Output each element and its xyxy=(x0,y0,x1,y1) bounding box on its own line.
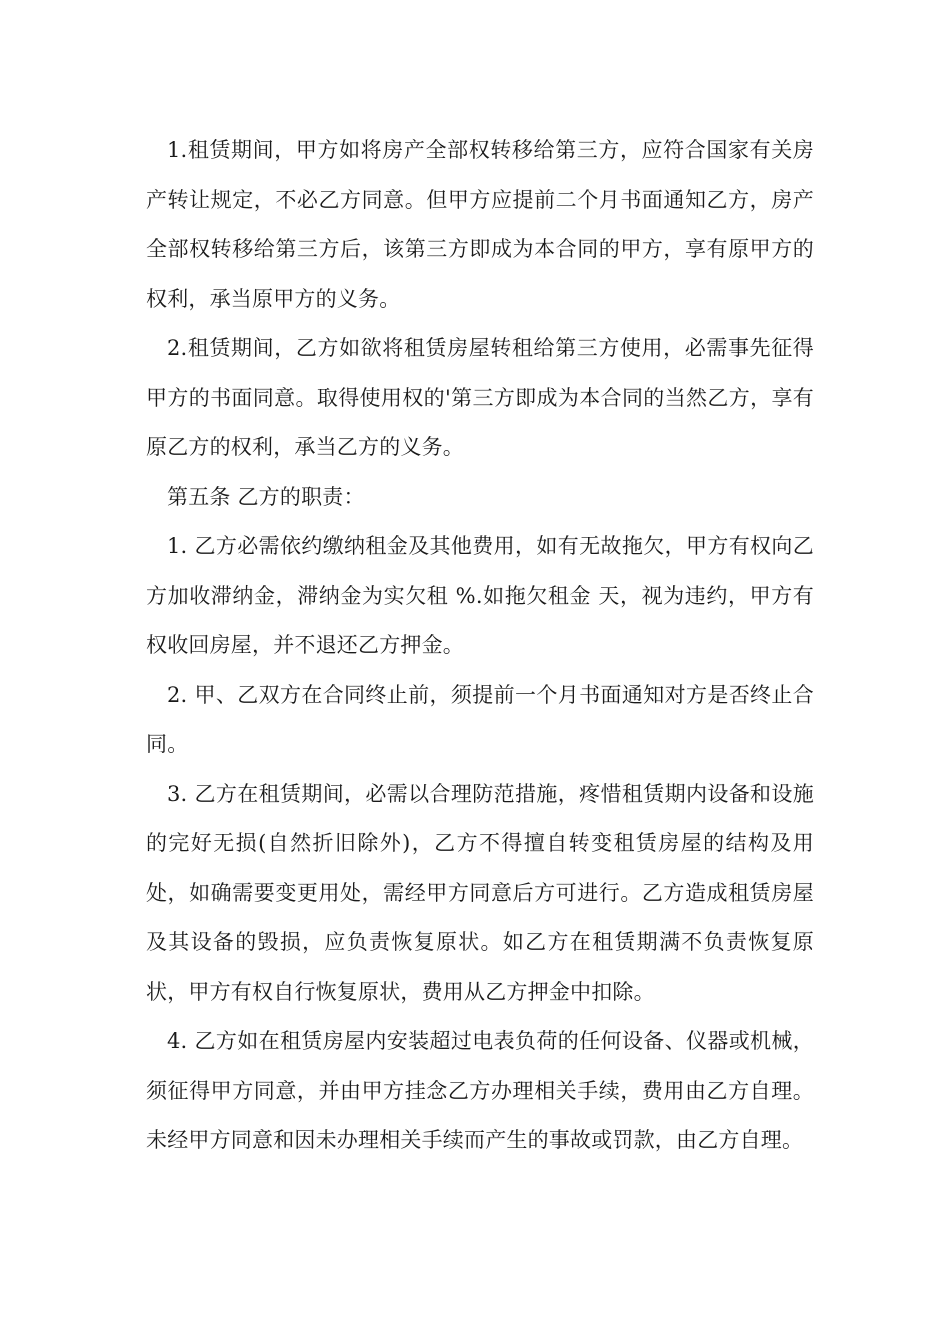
clause-termination-notice: 2. 甲、乙双方在合同终止前，须提前一个月书面通知对方是否终止合同。 xyxy=(146,682,814,756)
clause-sublease: 2.租赁期间，乙方如欲将租赁房屋转租给第三方使用，必需事先征得甲方的书面同意。取得使用权的'第三方即成为本合同的当然乙方，享有原乙方的权利，承当乙方的义务。 xyxy=(146,336,814,459)
article-heading: 第五条 乙方的职责： xyxy=(167,484,365,509)
clause-maintenance: 3. 乙方在租赁期间，必需以合理防范措施，疼惜租赁期内设备和设施的完好无损(自然折旧除外)，乙方不得擅自转变租赁房屋的结构及用处，如确需要变更用处，需经甲方同意后方可进行。乙方造成租赁房屋及其设备的毁损，应负责恢复原状。如乙方在租赁期满不负责恢复原状，甲方有权自行恢复原状，费用从乙方押金中扣除。 xyxy=(146,781,814,1004)
clause-electrical-equipment: 4. 乙方如在租赁房屋内安装超过电表负荷的任何设备、仪器或机械，须征得甲方同意，并由甲方挂念乙方办理相关手续，费用由乙方自理。 未经甲方同意和因未办理相关手续而产生的事故或罚款，由乙方自理。 xyxy=(146,1029,814,1152)
clause-transfer-ownership: 1.租赁期间，甲方如将房产全部权转移给第三方，应符合国家有关房产转让规定，不必乙方同意。但甲方应提前二个月书面通知乙方，房产全部权转移给第三方后，该第三方即成为本合同的甲方，享有原甲方的权利，承当原甲方的义务。 xyxy=(146,138,814,311)
document-body xyxy=(146,126,814,1166)
clause-rent-payment: 1. 乙方必需依约缴纳租金及其他费用，如有无故拖欠，甲方有权向乙方加收滞纳金，滞纳金为实欠租 %.如拖欠租金 天，视为违约，甲方有权收回房屋，并不退还乙方押金。 xyxy=(146,534,814,657)
